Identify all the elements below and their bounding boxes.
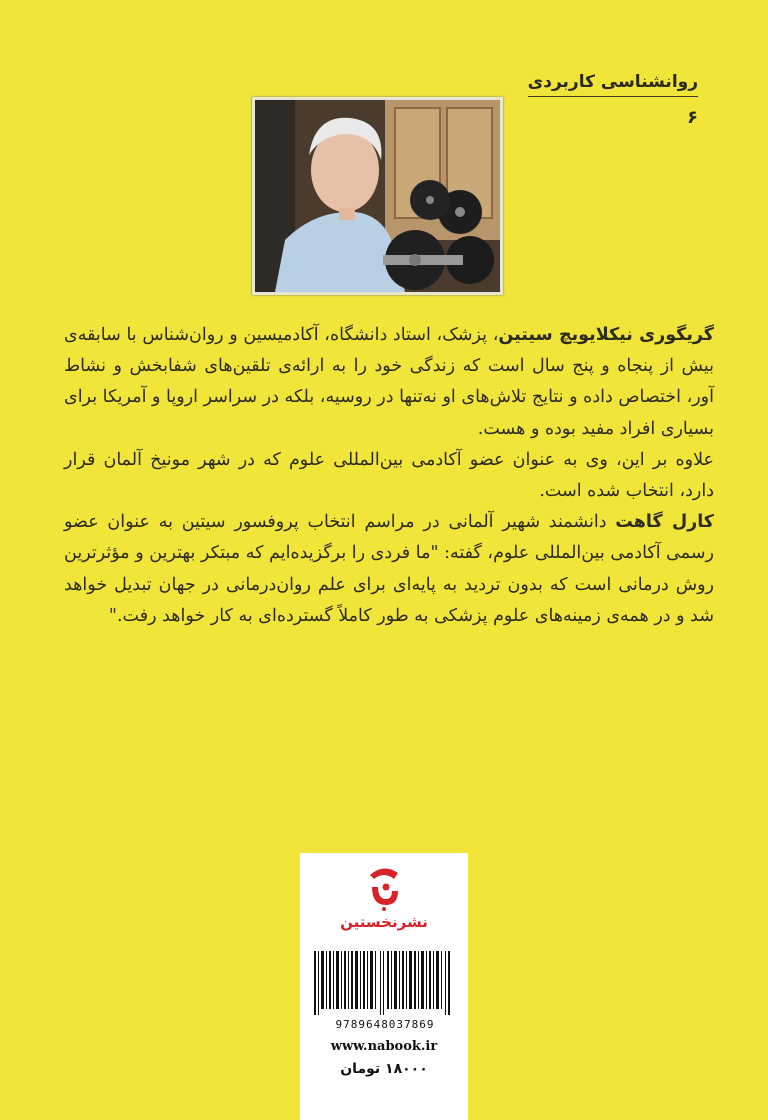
description-paragraph-3	[64, 507, 714, 632]
quoted-scientist-name: کارل گاهت	[615, 512, 714, 533]
author-name: گریگوری نیکلایویچ سیتین	[498, 325, 714, 345]
description-paragraph-2: علاوه بر این، وی به عنوان عضو آکادمی بین‌المللی علوم که در شهر مونیخ آلمان قرار دارد، انتخاب شده است.	[64, 449, 714, 502]
publisher-website: www.nabook.ir	[330, 1039, 438, 1054]
publisher-name: نشرنخستین	[340, 913, 428, 931]
author-with-dumbbells-photo	[255, 100, 500, 292]
paragraph-3-text: دانشمند شهیر آلمانی در مراسم انتخاب پروفسور سیتین به عنوان عضو رسمی آکادمی بین‌المللی علوم، گفته: "ما فردی را برگزیده‌ایم که مبتکر بهترین و مؤثرترین روش درمانی است که بدون تردید به پایه‌ای برای علم روان‌درمانی در جهان تبدیل خواهد شد و در همه‌ی زمینه‌های علوم پزشکی به طور کاملاً گسترده‌ای به کار خواهد رفت."	[64, 512, 714, 626]
series-title: روانشناسی کاربردی	[528, 72, 698, 97]
isbn-digits: 9789648037869	[335, 1018, 435, 1031]
nashr-nakhostin-logo-icon	[364, 865, 404, 911]
paragraph-1-text: ، پزشک، استاد دانشگاه، آکادمیسین و روان‌شناس با سابقه‌ی بیش از پنجاه و پنج سال است که زندگی خود را به ارائه‌ی تلقین‌های شفابخش و نشاط آور، اختصاص داده و نتایج تلاش‌های او نه‌تنها در روسیه، بلکه در سراسر اروپا و آمریکا برای بسیاری افراد مفید بوده و هست.	[64, 325, 714, 439]
book-price: ۱۸۰۰۰ تومان	[340, 1061, 428, 1077]
author-photo	[252, 97, 503, 295]
series-number: ۶	[687, 107, 698, 128]
description	[64, 320, 714, 632]
isbn-barcode	[314, 951, 454, 1015]
description-paragraph-1	[64, 320, 714, 445]
publisher-label	[300, 853, 468, 1120]
